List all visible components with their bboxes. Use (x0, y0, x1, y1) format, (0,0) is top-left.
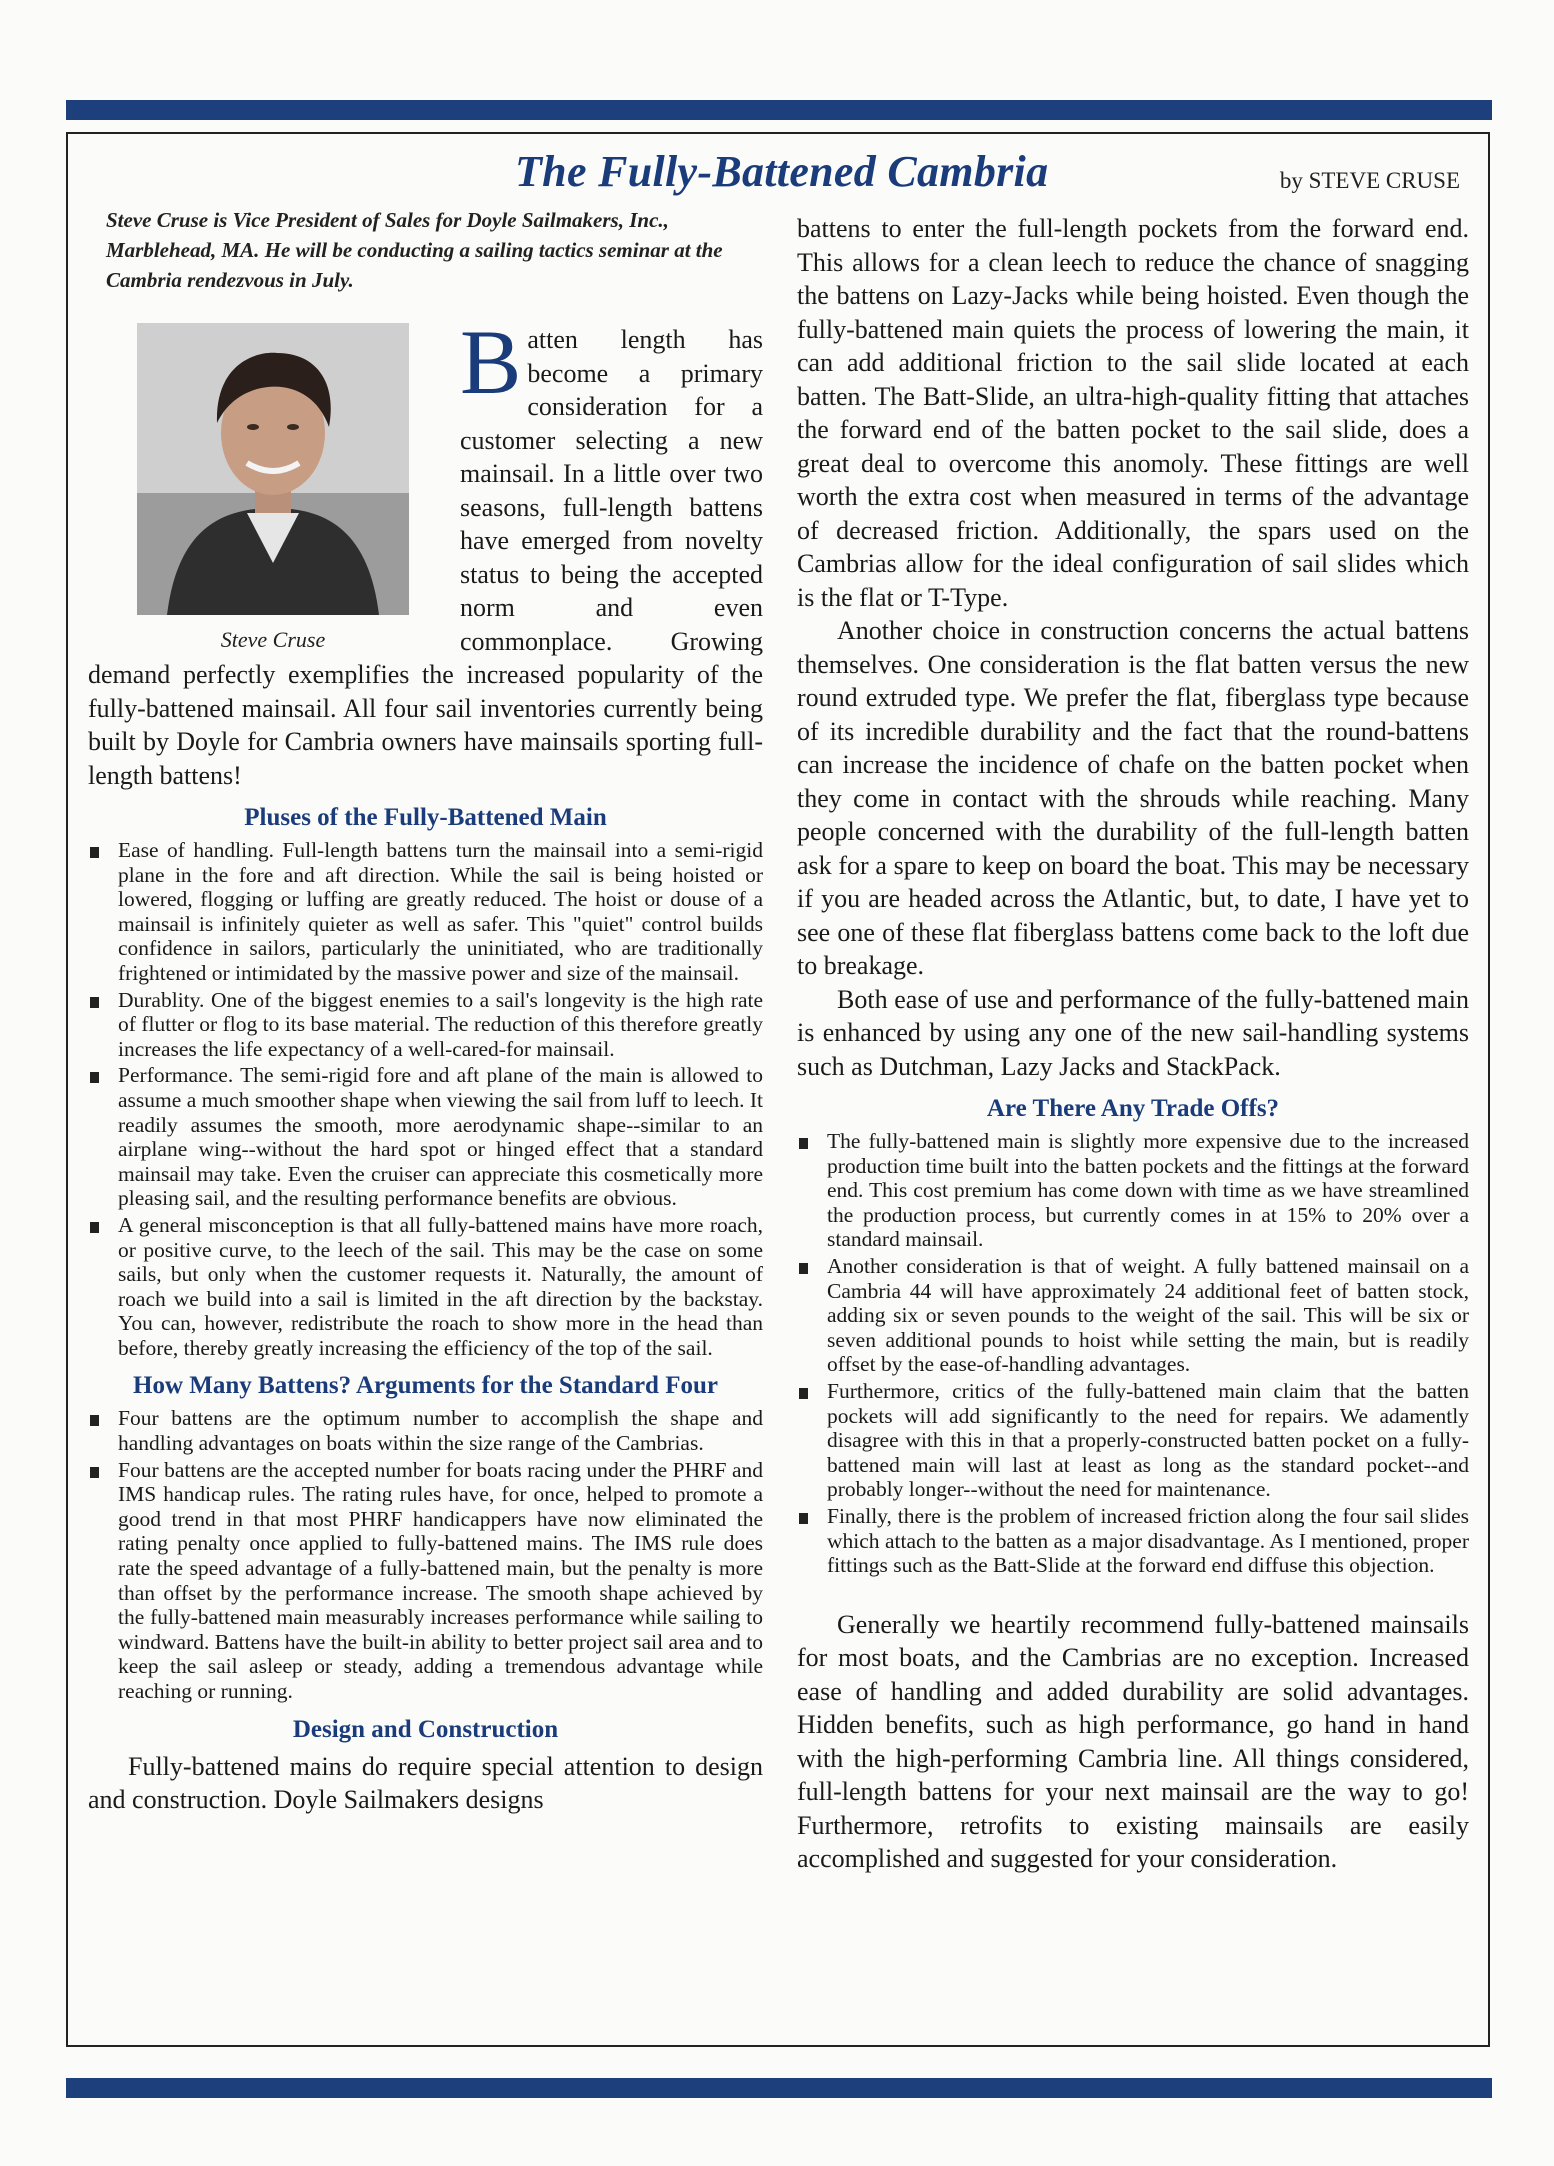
drop-cap: B (460, 311, 522, 413)
lead-text: atten length has become a primary consideration for a customer selecting a new mainsail. In a little over two seasons, full-length battens have emerged from novelty status to being the accepted norm and even commonplace. Growing demand perfectly exemplifies the increased popularity of the fully-battened mainsail. All four sail inventories currently being built by Doyle for Cambria owners have mainsails sporting full-length battens! (88, 325, 763, 790)
sail-handling-paragraph: Both ease of use and performance of the fully-battened main is enhanced by using any one of the new sail-handling systems such as Dutchman, Lazy Jacks and StackPack. (797, 984, 1469, 1081)
list-item: Finally, there is the problem of increased friction along the four sail slides which attach to the batten as a major disadvantage. As I mentioned, proper fittings such as the Batt-Slide at the forward end diffuse this objection. (797, 1504, 1469, 1578)
pluses-list (88, 838, 763, 1360)
list-item: Another consideration is that of weight. A fully battened mainsail on a Cambria 44 will have approximately 24 additional feet of batten stock, adding six or seven pounds to the weight of the sail. This will be six or seven additional pounds to hoist while setting the main, but is readily offset by the ease-of-handling advantages. (797, 1254, 1469, 1377)
list-item: Ease of handling. Full-length battens turn the mainsail into a semi-rigid plane in the fore and aft direction. While the sail is being hoisted or lowered, flogging or luffing are greatly reduced. The hoist or douse of a mainsail is infinitely quieter as well as safer. This "quiet" control builds confidence in sailors, particularly the uninitiated, who are traditionally frightened or intimidated by the massive power and size of the mainsail. (88, 838, 763, 986)
battens-choice-paragraph: Another choice in construction concerns the actual battens themselves. One consideration is the flat batten versus the new round extruded type. We prefer the flat, fiberglass type because of its incredible durability and the fact that the round-battens can increase the incidence of chafe on the batten pocket when they come in contact with the shrouds while reaching. Many people concerned with the durability of the full-length batten ask for a spare to keep on board the boat. This may be necessary if you are headed across the Atlantic, but, to date, I have yet to see one of these flat fiberglass battens come back to the loft due to breakage. (797, 616, 1469, 980)
byline: by STEVE CRUSE (1279, 168, 1460, 193)
tradeoffs-list (797, 1129, 1469, 1578)
battens-heading: How Many Battens? Arguments for the Standard Four (133, 1372, 718, 1400)
author-figure (128, 323, 418, 653)
list-item: Four battens are the optimum number to accomplish the shape and handling advantages on boats within the size range of the Cambrias. (88, 1406, 763, 1455)
author-photo (137, 323, 409, 615)
author-portrait-image (137, 323, 409, 615)
right-column (797, 212, 1469, 1876)
list-item: Four battens are the accepted number for boats racing under the PHRF and IMS handicap rules. The rating rules have, for once, helped to promote a good trend in that most PHRF handicappers have now eliminated the rating penalty once applied to fully-battened mains. The IMS rule does rate the speed advantage of a fully-battened main, but the penalty is more than offset by the performance increase. The smooth shape achieved by the fully-battened main measurably increases performance while sailing to windward. Battens have the built-in ability to better project sail area and to keep the sail asleep or steady, adding a tremendous advantage while reaching or running. (88, 1458, 763, 1704)
design-paragraph: Fully-battened mains do require special attention to design and construction. Doyle Sailmakers designs (88, 1751, 763, 1815)
conclusion-paragraph: Generally we heartily recommend fully-battened mainsails for most boats, and the Cambrias are no exception. Increased ease of handling and added durability are solid advantages. Hidden benefits, such as high performance, go hand in hand with the high-performing Cambria line. All things considered, full-length battens for your next mainsail are the way to go! Furthermore, retrofits to existing mainsails are easily accomplished and suggested for your consideration. (797, 1609, 1469, 1874)
list-item: The fully-battened main is slightly more expensive due to the increased production time built into the batten pockets and the fittings at the forward end. This cost premium has come down with time as we have streamlined the production process, but currently comes in at 15% to 20% over a standard mainsail. (797, 1129, 1469, 1252)
list-item: Durablity. One of the biggest enemies to a sail's longevity is the high rate of flutter or flog to its base material. The reduction of this therefore greatly increases the life expectancy of a well-cared-for mainsail. (88, 988, 763, 1062)
list-item: Furthermore, critics of the fully-battened main claim that the batten pockets will add significantly to the need for repairs. We adamently disagree with this in that a properly-constructed batten pocket on a fully-battened main will last at least as long as the standard pocket--and probably longer--without the need for maintenance. (797, 1379, 1469, 1502)
list-item: A general misconception is that all fully-battened mains have more roach, or positive curve, to the leech of the sail. This may be the case on some sails, but only when the customer requests it. Naturally, the amount of roach we build into a sail is limited in the aft direction by the backstay. You can, however, redistribute the roach to show more in the head than before, thereby greatly increasing the efficiency of the top of the sail. (88, 1213, 763, 1361)
top-rule (66, 100, 1492, 120)
pluses-heading: Pluses of the Fully-Battened Main (244, 804, 607, 831)
design-heading: Design and Construction (292, 1715, 559, 1743)
photo-caption: Steve Cruse (220, 627, 326, 652)
bottom-rule (66, 2078, 1492, 2098)
tradeoffs-heading: Are There Any Trade Offs? (986, 1095, 1280, 1122)
article-title: The Fully-Battened Cambria (515, 147, 1049, 196)
left-column (88, 205, 763, 1817)
battens-list (88, 1406, 763, 1703)
design-paragraph-continued: battens to enter the full-length pockets from the forward end. This allows for a clean leech to reduce the chance of snagging the battens on Lazy-Jacks while being hoisted. Even though the fully-battened main quiets the process of lowering the main, it can add additional friction to the sail slide located at each batten. The Batt-Slide, an ultra-high-quality fitting that attaches the forward end of the batten pocket to the sail slide, does a great deal to overcome this anomoly. These fittings are well worth the extra cost when measured in terms of the advantage of decreased friction. Additionally, the spars used on the Cambrias allow for the ideal configuration of sail slides which is the flat or T-Type. (797, 214, 1469, 612)
author-intro: Steve Cruse is Vice President of Sales for Doyle Sailmakers, Inc., Marblehead, MA. He will be conducting a sailing tactics seminar at the Cambria rendezvous in July. (106, 208, 723, 292)
list-item: Performance. The semi-rigid fore and aft plane of the main is allowed to assume a much smoother shape when viewing the sail from luff to leech. It readily assumes the smooth, more aerodynamic shape--similar to an airplane wing--without the hard spot or hinged effect that a standard mainsail may take. Even the cruiser can appreciate this cosmetically more pleasing sail, and the resulting performance benefits are obvious. (88, 1063, 763, 1211)
